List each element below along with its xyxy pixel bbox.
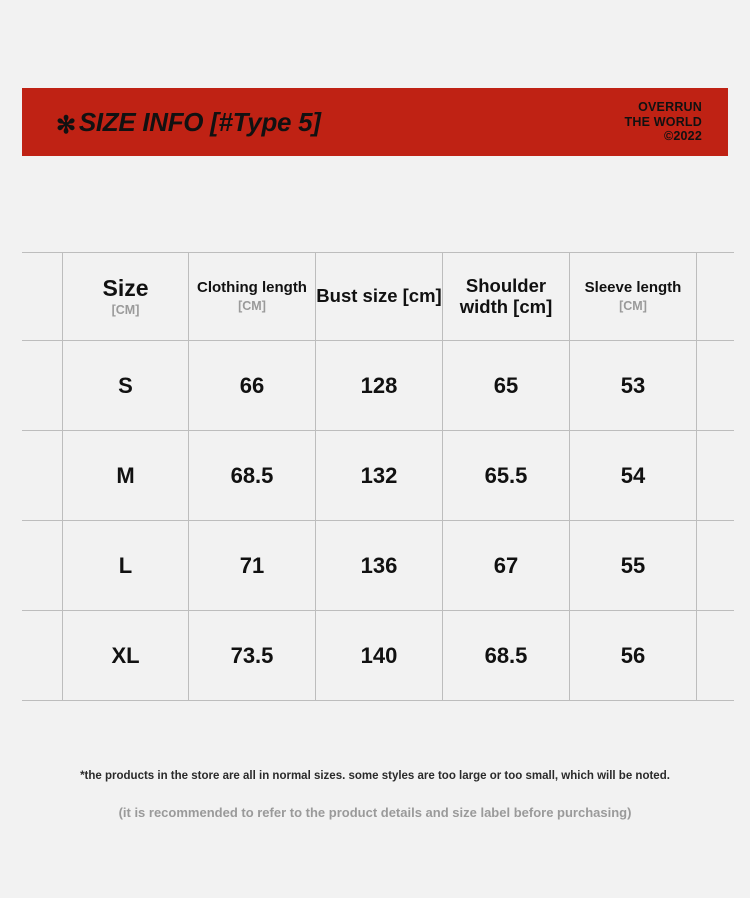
cell-clothing-length: 73.5 <box>189 611 316 701</box>
row-spacer-left <box>22 341 63 431</box>
header-sleeve-length-label: Sleeve length <box>584 279 682 297</box>
row-spacer-right <box>697 431 735 521</box>
header-clothing-length <box>189 253 316 341</box>
table-header <box>22 253 734 341</box>
row-spacer-left <box>22 431 63 521</box>
brand-line-1: OVERRUN <box>638 99 702 114</box>
cell-shoulder-width: 68.5 <box>443 611 570 701</box>
header-bust-size-label: Bust size [cm] <box>316 285 442 307</box>
header-spacer-left <box>22 253 63 341</box>
cell-clothing-length: 68.5 <box>189 431 316 521</box>
table-row <box>22 341 734 431</box>
header-clothing-length-unit: [CM] <box>238 298 266 313</box>
cell-sleeve-length: 55 <box>570 521 697 611</box>
row-spacer-left <box>22 521 63 611</box>
row-spacer-right <box>697 341 735 431</box>
cell-bust-size: 128 <box>316 341 443 431</box>
header-sleeve-length <box>570 253 697 341</box>
header-size <box>63 253 189 341</box>
cell-size: XL <box>63 611 189 701</box>
cell-size: S <box>63 341 189 431</box>
table-row <box>22 521 734 611</box>
cell-shoulder-width: 65.5 <box>443 431 570 521</box>
brand-line-3: ©2022 <box>663 129 702 144</box>
row-spacer-right <box>697 521 735 611</box>
row-spacer-right <box>697 611 735 701</box>
asterisk-icon: ✻ <box>56 111 76 139</box>
note-normal-sizes: *the products in the store are all in normal sizes. some styles are too large or too small, which will be noted. <box>80 770 670 782</box>
cell-shoulder-width: 67 <box>443 521 570 611</box>
note-recommendation: (it is recommended to refer to the product details and size label before purchasing) <box>118 804 632 820</box>
cell-clothing-length: 71 <box>189 521 316 611</box>
banner-title-text: SIZE INFO [#Type 5] <box>78 106 321 137</box>
header-shoulder-width-label: Shoulder width [cm] <box>459 274 553 317</box>
header-bust-size <box>316 253 443 341</box>
row-spacer-left <box>22 611 63 701</box>
cell-shoulder-width: 65 <box>443 341 570 431</box>
cell-sleeve-length: 54 <box>570 431 697 521</box>
cell-size: M <box>63 431 189 521</box>
table-header-row <box>22 253 734 341</box>
cell-bust-size: 132 <box>316 431 443 521</box>
cell-clothing-length: 66 <box>189 341 316 431</box>
cell-sleeve-length: 53 <box>570 341 697 431</box>
header-size-unit: [CM] <box>111 303 140 318</box>
header-spacer-right <box>697 253 735 341</box>
size-table <box>22 252 734 701</box>
table-row <box>22 611 734 701</box>
header-shoulder-width <box>443 253 570 341</box>
table-row <box>22 431 734 521</box>
banner-title <box>56 107 321 138</box>
brand-line-2: THE WORLD <box>624 114 702 129</box>
cell-size: L <box>63 521 189 611</box>
header-sleeve-length-unit: [CM] <box>619 298 647 313</box>
header-size-label: Size <box>102 274 149 301</box>
header-clothing-length-label: Clothing length <box>197 279 307 297</box>
footnotes <box>0 768 750 820</box>
cell-bust-size: 136 <box>316 521 443 611</box>
table-body <box>22 341 734 701</box>
cell-bust-size: 140 <box>316 611 443 701</box>
size-info-banner <box>22 88 728 156</box>
brand-mark <box>625 100 702 144</box>
cell-sleeve-length: 56 <box>570 611 697 701</box>
size-table-container <box>22 252 728 701</box>
